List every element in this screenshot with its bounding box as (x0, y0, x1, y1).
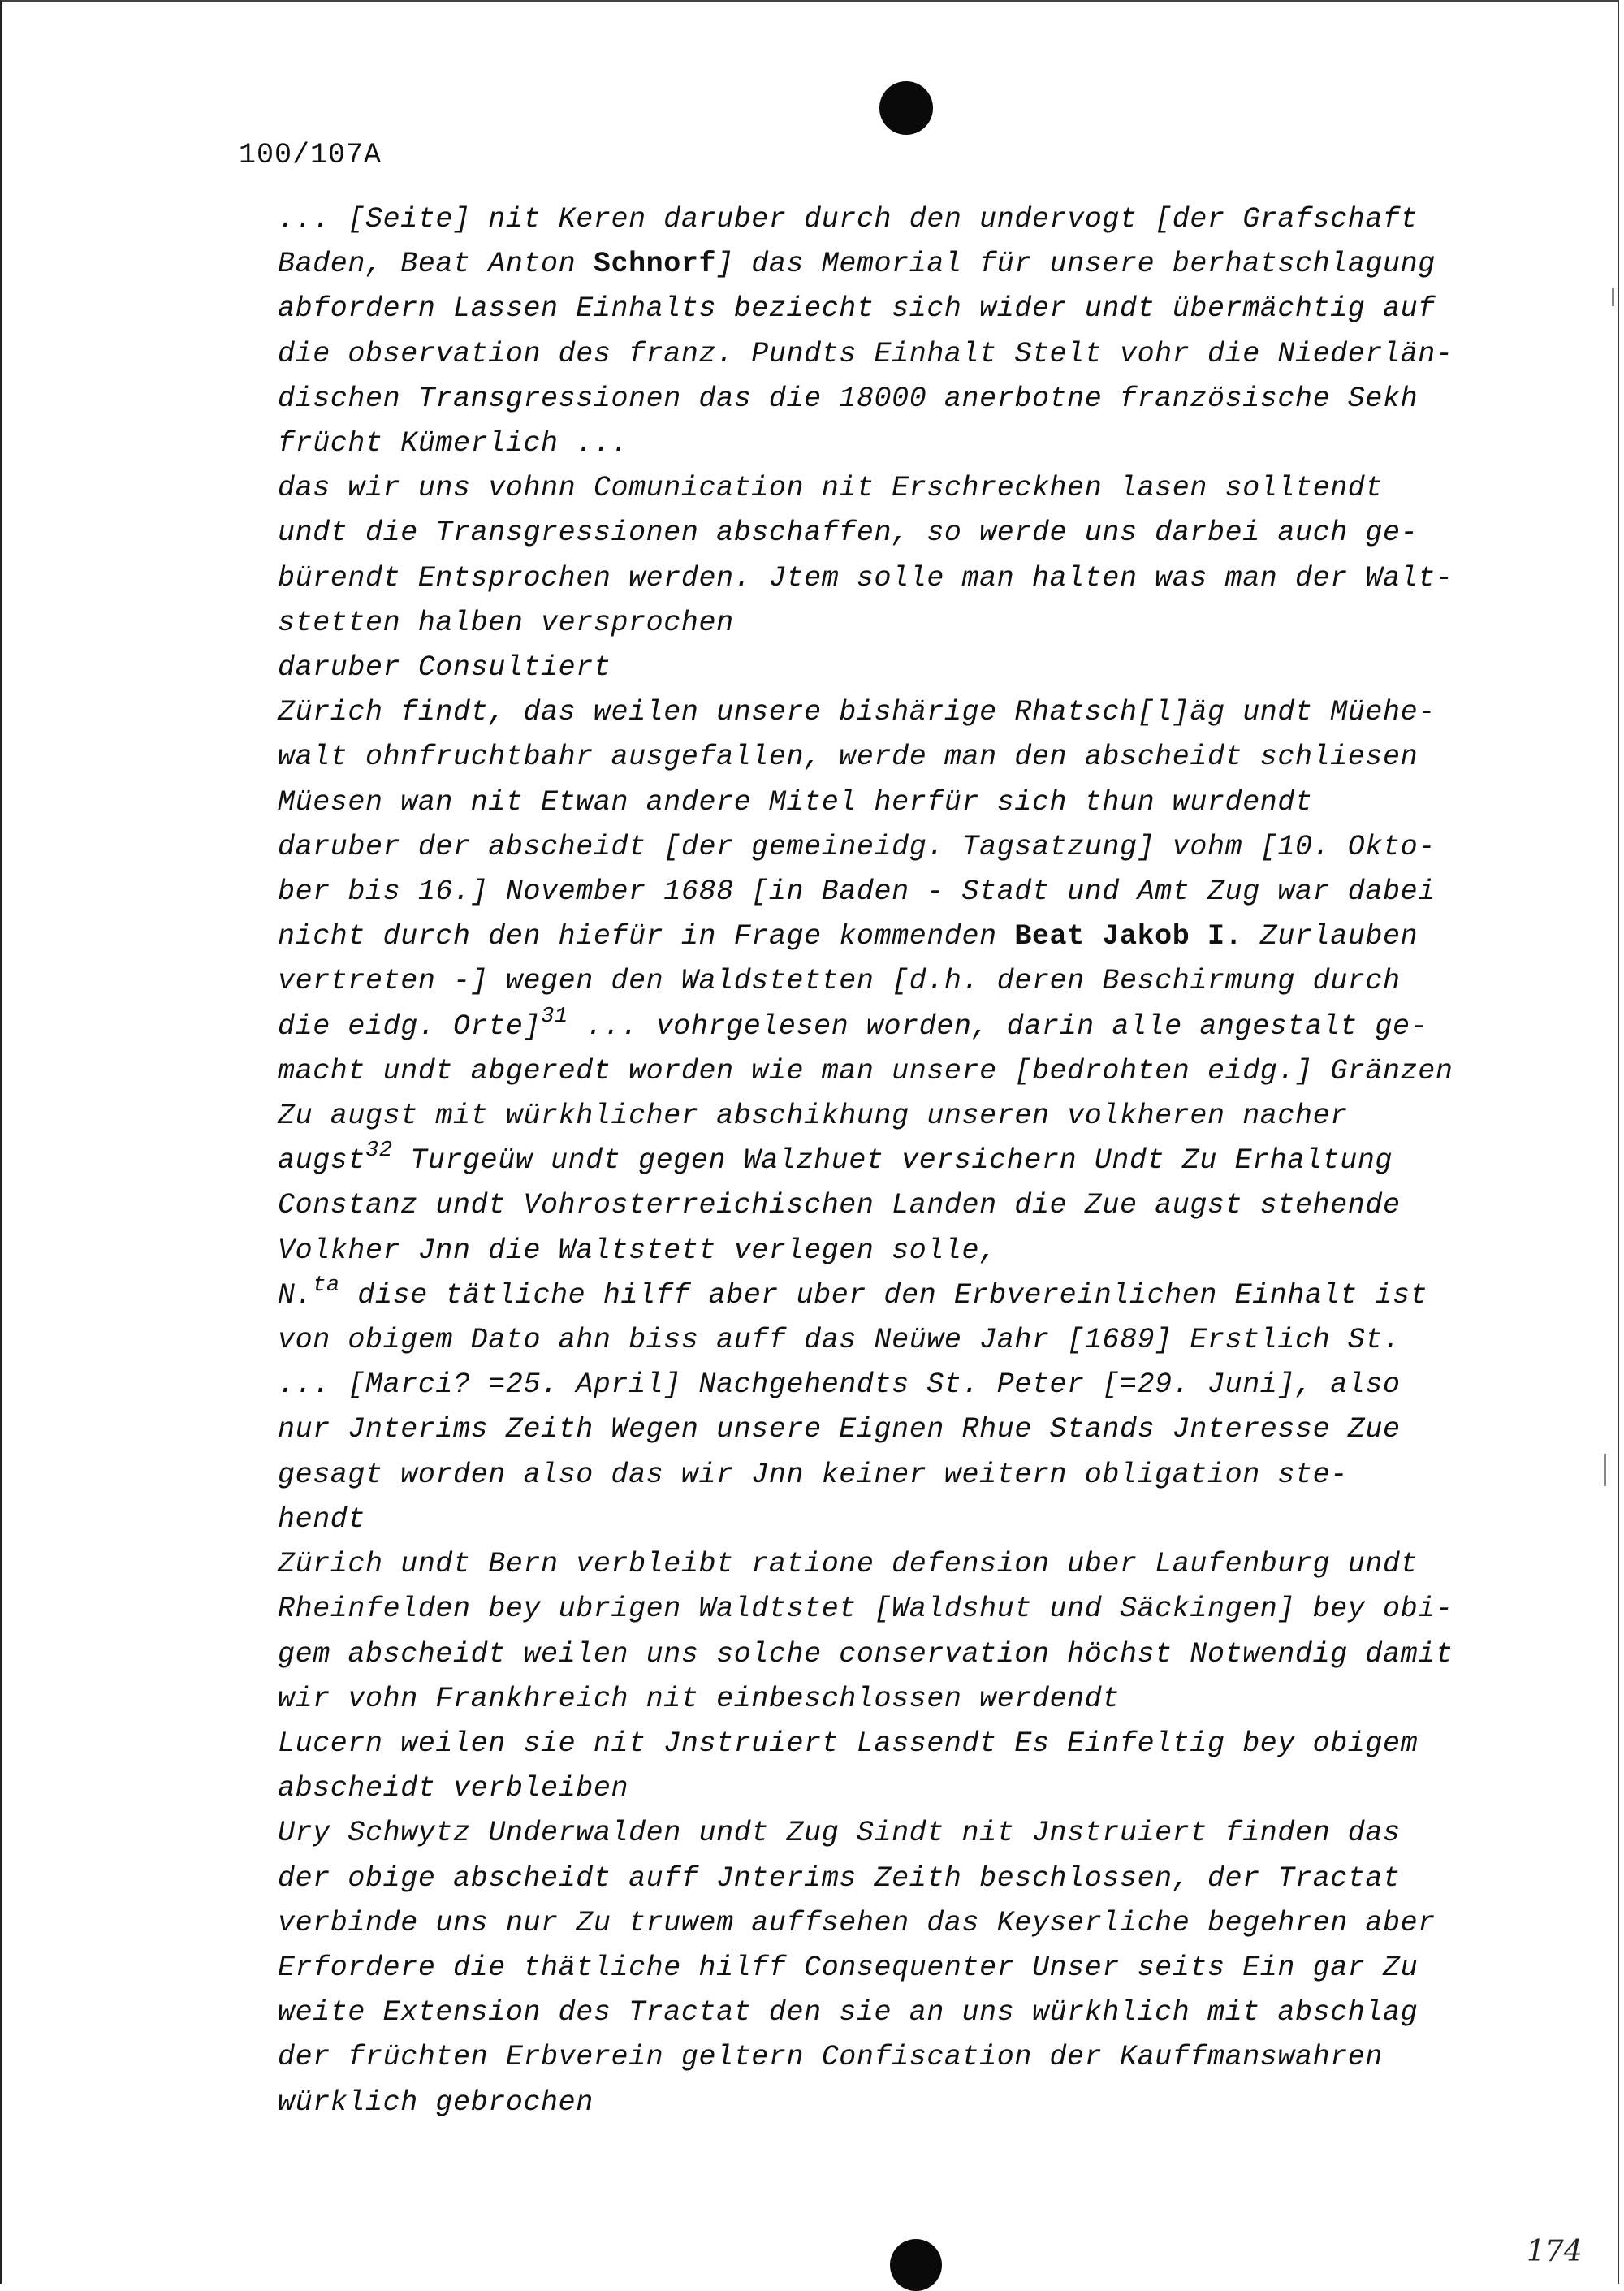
text-line (278, 1453, 1479, 1498)
margin-mark (1604, 1454, 1606, 1486)
text-line (278, 646, 1479, 690)
text-span: das wir uns vohnn Comunication nit Erschreckhen lasen solltendt (278, 472, 1384, 505)
text-span: dischen Transgressionen das die 18000 anerbotne französische Sekh (278, 382, 1419, 415)
text-line (278, 690, 1479, 735)
text-line (278, 1946, 1479, 1991)
text-line (278, 556, 1479, 601)
text-line (278, 1766, 1479, 1811)
text-line (278, 511, 1479, 555)
text-line (278, 1183, 1479, 1228)
text-span: ] das Memorial für unsere berhatschlagung (716, 248, 1436, 281)
text-span: die observation des franz. Pundts Einhalt Stelt vohr die Niederlän- (278, 337, 1453, 370)
text-line (278, 1318, 1479, 1363)
text-span: der obige abscheidt auff Jnterims Zeith beschlossen, der Tractat (278, 1861, 1401, 1895)
text-line (278, 870, 1479, 914)
text-span: abscheidt verbleiben (278, 1772, 629, 1805)
text-line (278, 780, 1479, 825)
text-line (278, 1005, 1479, 1049)
text-span: nicht durch den hiefür in Frage kommenden (278, 920, 1015, 953)
text-line (278, 1587, 1479, 1632)
footnote-ref: 31 (541, 1004, 568, 1029)
text-line (278, 959, 1479, 1004)
transcription-body (278, 197, 1479, 2125)
text-line (278, 1632, 1479, 1677)
text-span: der früchten Erbverein geltern Confiscation der Kauffmanswahren (278, 2041, 1384, 2074)
punch-hole-top (879, 81, 933, 135)
text-span: wir vohn Frankhreich nit einbeschlossen werdendt (278, 1682, 1120, 1715)
text-span: ... [Marci? =25. April] Nachgehendts St. Peter [=29. Juni], also (278, 1368, 1401, 1402)
text-line (278, 1498, 1479, 1542)
text-span: vertreten -] wegen den Waldstetten [d.h. deren Beschirmung durch (278, 965, 1401, 998)
text-line (278, 1094, 1479, 1139)
text-line (278, 1991, 1479, 2035)
text-line (278, 1049, 1479, 1094)
text-span: Constanz undt Vohrosterreichischen Landen die Zue augst stehende (278, 1189, 1401, 1222)
text-line (278, 466, 1479, 511)
text-span: hendt (278, 1502, 366, 1536)
text-span: abfordern Lassen Einhalts beziecht sich wider undt übermächtig auf (278, 292, 1436, 326)
text-line (278, 421, 1479, 466)
text-span: ber bis 16.] November 1688 [in Baden - Stadt und Amt Zug war dabei (278, 875, 1436, 909)
text-span: frücht Kümerlich ... (278, 427, 629, 460)
text-line (278, 332, 1479, 377)
text-line (278, 735, 1479, 780)
text-span: würklich gebrochen (278, 2086, 594, 2119)
text-line (278, 1811, 1479, 1856)
text-span: daruber Consultiert (278, 651, 611, 685)
text-span: Zürich undt Bern verbleibt ratione defension uber Laufenburg undt (278, 1548, 1419, 1581)
text-line (278, 377, 1479, 421)
text-line (278, 1677, 1479, 1722)
text-span: ... [Seite] nit Keren daruber durch den undervogt [der Grafschaft (278, 203, 1419, 236)
text-span: bürendt Entsprochen werden. Jtem solle man halten was man der Walt- (278, 561, 1453, 594)
text-span: Turgeüw undt gegen Walzhuet versichern Undt Zu Erhaltung (392, 1144, 1393, 1178)
text-span: undt die Transgressionen abschaffen, so werde uns darbei auch ge- (278, 517, 1419, 550)
text-span: gesagt worden also das wir Jnn keiner weitern obligation ste- (278, 1458, 1348, 1491)
bold-name: Schnorf (593, 248, 717, 281)
bold-name: Beat Jakob I. (1014, 920, 1243, 953)
text-line (278, 1542, 1479, 1587)
text-span: von obigem Dato ahn biss auff das Neüwe Jahr [1689] Erstlich St. (278, 1324, 1401, 1357)
text-span: Müesen wan nit Etwan andere Mitel herfür sich thun wurdendt (278, 785, 1313, 819)
text-span: die eidg. Orte] (278, 1009, 542, 1043)
text-line (278, 1901, 1479, 1946)
text-line (278, 1722, 1479, 1766)
text-span: verbinde uns nur Zu truwem auffsehen das Keyserliche begehren aber (278, 1906, 1436, 1939)
text-line (278, 1857, 1479, 1901)
text-line (278, 914, 1479, 959)
text-span: Volkher Jnn die Waltstett verlegen solle, (278, 1234, 997, 1267)
punch-hole-bottom (890, 2239, 942, 2291)
text-span: Zurlauben (1242, 920, 1419, 953)
text-span: Zürich findt, das weilen unsere bishärige Rhatsch[l]äg undt Müehe- (278, 696, 1436, 729)
text-line (278, 1407, 1479, 1452)
text-span: weite Extension des Tractat den sie an uns würkhlich mit abschlag (278, 1996, 1419, 2029)
text-line (278, 1139, 1479, 1183)
text-span: gem abscheidt weilen uns solche conservation höchst Notwendig damit (278, 1637, 1453, 1671)
text-span: Zu augst mit würkhlicher abschikhung unseren volkheren nacher (278, 1100, 1348, 1133)
text-line (278, 242, 1479, 287)
text-span: Erfordere die thätliche hilff Consequenter Unser seits Ein gar Zu (278, 1951, 1419, 1984)
text-line (278, 601, 1479, 646)
text-span: N. (278, 1278, 313, 1312)
text-span: walt ohnfruchtbahr ausgefallen, werde man den abscheidt schliesen (278, 741, 1419, 774)
text-line (278, 825, 1479, 870)
text-span: ... vohrgelesen worden, darin alle angestalt ge- (568, 1009, 1428, 1043)
footnote-ref: ta (313, 1273, 340, 1299)
text-span: dise tätliche hilff aber uber den Erbvereinlichen Einhalt ist (339, 1278, 1428, 1312)
text-line (278, 1363, 1479, 1407)
text-span: nur Jnterims Zeith Wegen unsere Eignen Rhue Stands Jnteresse Zue (278, 1413, 1401, 1446)
text-line (278, 2081, 1479, 2125)
text-span: Ury Schwytz Underwalden undt Zug Sindt nit Jnstruiert finden das (278, 1817, 1401, 1850)
text-line (278, 1273, 1479, 1318)
footnote-ref: 32 (365, 1139, 393, 1164)
text-span: augst (278, 1144, 366, 1178)
folio-number: 174 (1527, 2235, 1583, 2268)
text-span: Baden, Beat Anton (278, 248, 594, 281)
text-span: stetten halben versprochen (278, 606, 734, 639)
text-span: Rheinfelden bey ubrigen Waldtstet [Waldshut und Säckingen] bey obi- (278, 1593, 1453, 1626)
text-line (278, 2035, 1479, 2080)
text-span: macht undt abgeredt worden wie man unsere [bedrohten eidg.] Gränzen (278, 1054, 1453, 1087)
text-line (278, 197, 1479, 242)
text-line (278, 287, 1479, 331)
margin-mark (1612, 288, 1614, 306)
text-line (278, 1229, 1479, 1273)
text-span: Lucern weilen sie nit Jnstruiert Lassendt Es Einfeltig bey obigem (278, 1727, 1419, 1760)
page-reference: 100/107A (239, 139, 382, 171)
text-span: daruber der abscheidt [der gemeineidg. Tagsatzung] vohm [10. Okto- (278, 830, 1436, 863)
